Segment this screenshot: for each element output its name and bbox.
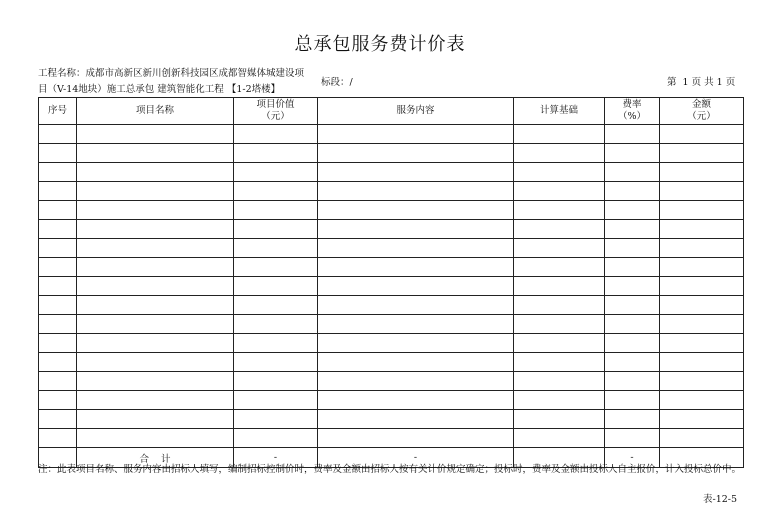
header-item-value-unit: （元）: [261, 111, 290, 122]
table-cell: [39, 296, 77, 315]
table-cell: [39, 239, 77, 258]
table-cell: [514, 144, 605, 163]
table-cell: [660, 315, 744, 334]
header-rate-label: 费率: [622, 99, 642, 110]
table-cell: [39, 353, 77, 372]
table-cell: [660, 334, 744, 353]
table-cell: [605, 372, 660, 391]
table-cell: [318, 220, 514, 239]
table-cell: [39, 429, 77, 448]
table-cell: [514, 125, 605, 144]
table-cell: [660, 410, 744, 429]
table-cell: [318, 182, 514, 201]
table-cell: [77, 372, 234, 391]
table-cell: [77, 296, 234, 315]
total-item-value: -: [234, 448, 318, 468]
header-seq: 序号: [39, 98, 77, 125]
table-cell: [660, 277, 744, 296]
total-service: -: [318, 448, 514, 468]
table-row: [39, 163, 744, 182]
table-cell: [660, 144, 744, 163]
table-cell: [605, 391, 660, 410]
table-cell: [514, 201, 605, 220]
table-cell: [234, 353, 318, 372]
table-cell: [234, 163, 318, 182]
header-item-value: [234, 98, 318, 125]
table-cell: [660, 163, 744, 182]
table-cell: [39, 144, 77, 163]
table-row: [39, 334, 744, 353]
table-row: [39, 220, 744, 239]
table-cell: [39, 182, 77, 201]
table-cell: [514, 182, 605, 201]
table-cell: [660, 353, 744, 372]
table-cell: [39, 372, 77, 391]
table-cell: [660, 125, 744, 144]
table-cell: [39, 220, 77, 239]
table-cell: [234, 391, 318, 410]
table-cell: [77, 239, 234, 258]
table-cell: [605, 277, 660, 296]
table-cell: [234, 182, 318, 201]
table-cell: [514, 334, 605, 353]
table-cell: [605, 315, 660, 334]
header-item-name: 项目名称: [77, 98, 234, 125]
table-cell: [605, 163, 660, 182]
table-cell: [318, 334, 514, 353]
table-cell: [77, 410, 234, 429]
table-cell: [77, 201, 234, 220]
table-cell: [605, 239, 660, 258]
table-cell: [234, 372, 318, 391]
table-cell: [514, 372, 605, 391]
table-cell: [234, 125, 318, 144]
header-amount: [660, 98, 744, 125]
table-row: [39, 315, 744, 334]
table-cell: [318, 296, 514, 315]
section-label: 标段：/: [321, 77, 353, 88]
table-cell: [39, 334, 77, 353]
table-cell: [234, 239, 318, 258]
table-cell: [514, 296, 605, 315]
table-cell: [234, 296, 318, 315]
page-indicator: 第 1 页 共 1 页: [667, 77, 736, 88]
table-cell: [234, 315, 318, 334]
table-cell: [605, 353, 660, 372]
table-cell: [514, 391, 605, 410]
header-row: [39, 98, 744, 125]
table-cell: [660, 391, 744, 410]
table-row: [39, 239, 744, 258]
table-cell: [39, 410, 77, 429]
table-cell: [318, 125, 514, 144]
table-cell: [605, 429, 660, 448]
table-row: [39, 353, 744, 372]
table-cell: [39, 258, 77, 277]
table-cell: [514, 163, 605, 182]
table-cell: [660, 220, 744, 239]
table-cell: [77, 353, 234, 372]
form-code: 表-12-5: [703, 494, 738, 505]
table-cell: [514, 239, 605, 258]
table-cell: [660, 372, 744, 391]
header-item-value-label: 项目价值: [256, 99, 295, 110]
header-amount-unit: （元）: [687, 111, 716, 122]
service-fee-table: [38, 97, 744, 468]
table-row: [39, 125, 744, 144]
table-cell: [318, 258, 514, 277]
table-cell: [605, 201, 660, 220]
table-cell: [318, 372, 514, 391]
table-cell: [77, 429, 234, 448]
table-cell: [77, 391, 234, 410]
table-cell: [605, 296, 660, 315]
table-cell: [514, 315, 605, 334]
table-cell: [318, 163, 514, 182]
table-cell: [234, 277, 318, 296]
table-cell: [514, 410, 605, 429]
table-cell: [39, 125, 77, 144]
table-cell: [234, 144, 318, 163]
table-row: [39, 182, 744, 201]
total-rate: -: [605, 448, 660, 468]
header-rate-unit: （%）: [617, 111, 647, 122]
table-cell: [234, 201, 318, 220]
table-cell: [605, 410, 660, 429]
table-cell: [77, 182, 234, 201]
table-cell: [318, 429, 514, 448]
table-cell: [514, 258, 605, 277]
table-cell: [514, 220, 605, 239]
table-cell: [514, 277, 605, 296]
table-cell: [234, 429, 318, 448]
table-cell: [660, 258, 744, 277]
table-row: [39, 372, 744, 391]
table-body: [39, 125, 744, 468]
table-cell: [318, 277, 514, 296]
table-cell: [77, 220, 234, 239]
table-cell: [77, 125, 234, 144]
table-row: [39, 391, 744, 410]
table-cell: [318, 144, 514, 163]
footnote: 注：此表项目名称、服务内容由招标人填写，编制招标控制价时，费率及金额由招标人按有关计价规定确定；投标时，费率及金额由投标人自主报价，计入投标总价中。: [38, 464, 742, 475]
table-cell: [660, 429, 744, 448]
table-row: [39, 258, 744, 277]
table-cell: [605, 220, 660, 239]
header-amount-label: 金额: [691, 99, 711, 110]
total-label: 合 计: [77, 448, 234, 468]
table-cell: [605, 258, 660, 277]
table-cell: [660, 239, 744, 258]
table-cell: [39, 277, 77, 296]
table-cell: [605, 182, 660, 201]
table-cell: [77, 258, 234, 277]
table-row: [39, 201, 744, 220]
project-name: 工程名称：成都市高新区新川创新科技园区成都智媒体城建设项目（V-14地块）施工总承包 建筑智能化工程 【1-2塔楼】: [38, 68, 305, 95]
header-basis: 计算基础: [514, 98, 605, 125]
table-cell: [660, 296, 744, 315]
page-title: 总承包服务费计价表: [294, 34, 466, 55]
table-cell: [77, 144, 234, 163]
table-cell: [318, 315, 514, 334]
table-cell: [660, 201, 744, 220]
header-rate: [605, 98, 660, 125]
table-cell: [318, 410, 514, 429]
table-cell: [39, 315, 77, 334]
table-row: [39, 277, 744, 296]
table-cell: [605, 334, 660, 353]
table-row: [39, 410, 744, 429]
table-row: [39, 296, 744, 315]
table-cell: [234, 334, 318, 353]
table-cell: [39, 163, 77, 182]
table-cell: [77, 334, 234, 353]
table-cell: [77, 163, 234, 182]
table-cell: [318, 201, 514, 220]
table-cell: [318, 353, 514, 372]
table-cell: [514, 353, 605, 372]
table-cell: [514, 429, 605, 448]
table-row: [39, 429, 744, 448]
table-cell: [605, 125, 660, 144]
table-cell: [77, 315, 234, 334]
table-cell: [660, 182, 744, 201]
table-cell: [234, 410, 318, 429]
table-cell: [39, 201, 77, 220]
table-row: [39, 144, 744, 163]
header-service: 服务内容: [318, 98, 514, 125]
table-cell: [234, 220, 318, 239]
table-cell: [605, 144, 660, 163]
table-cell: [234, 258, 318, 277]
table-cell: [39, 391, 77, 410]
table-cell: [318, 391, 514, 410]
table-cell: [318, 239, 514, 258]
table-cell: [77, 277, 234, 296]
